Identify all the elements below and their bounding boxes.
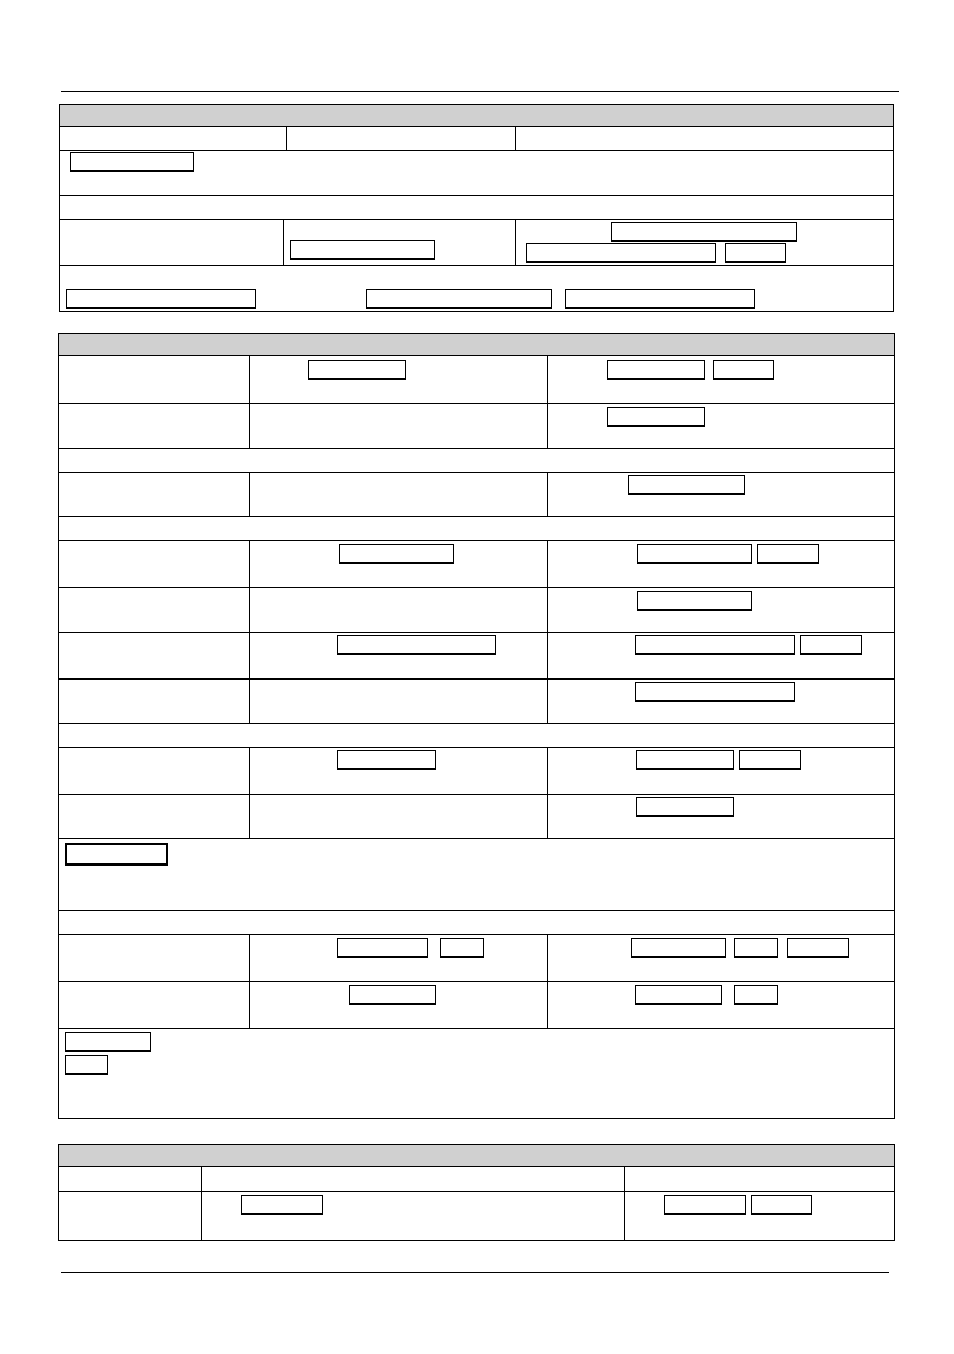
section-1-frame [59, 104, 894, 312]
input-field[interactable] [636, 797, 734, 817]
input-field[interactable] [66, 289, 256, 309]
input-field[interactable] [337, 750, 436, 770]
row-divider [59, 195, 894, 196]
col-divider [547, 540, 548, 723]
input-field[interactable] [65, 1032, 151, 1052]
input-field[interactable] [337, 635, 496, 655]
col-divider [283, 219, 284, 265]
input-field[interactable] [308, 360, 406, 380]
row-divider [58, 934, 895, 935]
input-field[interactable] [787, 938, 849, 958]
row-divider [58, 981, 895, 982]
col-divider [547, 356, 548, 448]
col-divider [249, 747, 250, 838]
input-field[interactable] [607, 407, 705, 427]
input-field[interactable] [565, 289, 755, 309]
header-rule [61, 91, 899, 92]
input-field[interactable] [65, 1055, 108, 1075]
section-3-frame [58, 1144, 895, 1241]
input-field[interactable] [611, 222, 797, 242]
input-field[interactable] [241, 1195, 323, 1215]
col-divider [515, 127, 516, 150]
col-divider [547, 747, 548, 838]
row-divider [58, 794, 895, 795]
input-field[interactable] [757, 544, 819, 564]
input-field[interactable] [713, 360, 774, 380]
row-divider [58, 1028, 895, 1029]
col-divider [249, 472, 250, 516]
input-field[interactable] [725, 243, 786, 263]
col-divider [249, 934, 250, 1028]
row-divider [58, 1191, 895, 1192]
row-divider [59, 265, 894, 266]
row-divider [58, 587, 895, 588]
row-divider [58, 516, 895, 517]
input-field[interactable] [339, 544, 454, 564]
input-field[interactable] [739, 750, 801, 770]
col-divider [249, 540, 250, 723]
row-divider [59, 219, 894, 220]
col-divider [547, 472, 548, 516]
row-divider [58, 723, 895, 724]
input-field[interactable] [607, 360, 705, 380]
col-divider [249, 356, 250, 448]
input-field[interactable] [751, 1195, 812, 1215]
col-divider [515, 219, 516, 265]
input-field[interactable] [635, 682, 795, 702]
row-divider [58, 448, 895, 449]
col-divider [286, 127, 287, 150]
input-field[interactable] [637, 544, 752, 564]
row-divider [58, 472, 895, 473]
input-field[interactable] [440, 938, 484, 958]
input-field[interactable] [366, 289, 552, 309]
col-divider [624, 1167, 625, 1241]
input-field[interactable] [526, 243, 716, 263]
input-field[interactable] [636, 750, 734, 770]
input-field[interactable] [637, 591, 752, 611]
input-field[interactable] [70, 152, 194, 172]
input-field[interactable] [337, 938, 428, 958]
input-field[interactable] [734, 938, 778, 958]
input-field[interactable] [290, 240, 435, 260]
row-divider [58, 678, 895, 680]
col-divider [201, 1167, 202, 1241]
input-field[interactable] [734, 985, 778, 1005]
input-field[interactable] [65, 843, 168, 866]
input-field[interactable] [635, 635, 795, 655]
input-field[interactable] [349, 985, 436, 1005]
input-field[interactable] [631, 938, 726, 958]
row-divider [58, 910, 895, 911]
input-field[interactable] [800, 635, 862, 655]
row-divider [58, 632, 895, 633]
row-divider [58, 747, 895, 748]
input-field[interactable] [664, 1195, 746, 1215]
input-field[interactable] [635, 985, 722, 1005]
footer-rule [61, 1272, 889, 1273]
col-divider [547, 934, 548, 1028]
row-divider [58, 540, 895, 541]
row-divider [58, 403, 895, 404]
input-field[interactable] [628, 475, 745, 495]
row-divider [58, 838, 895, 839]
row-divider [59, 150, 894, 151]
